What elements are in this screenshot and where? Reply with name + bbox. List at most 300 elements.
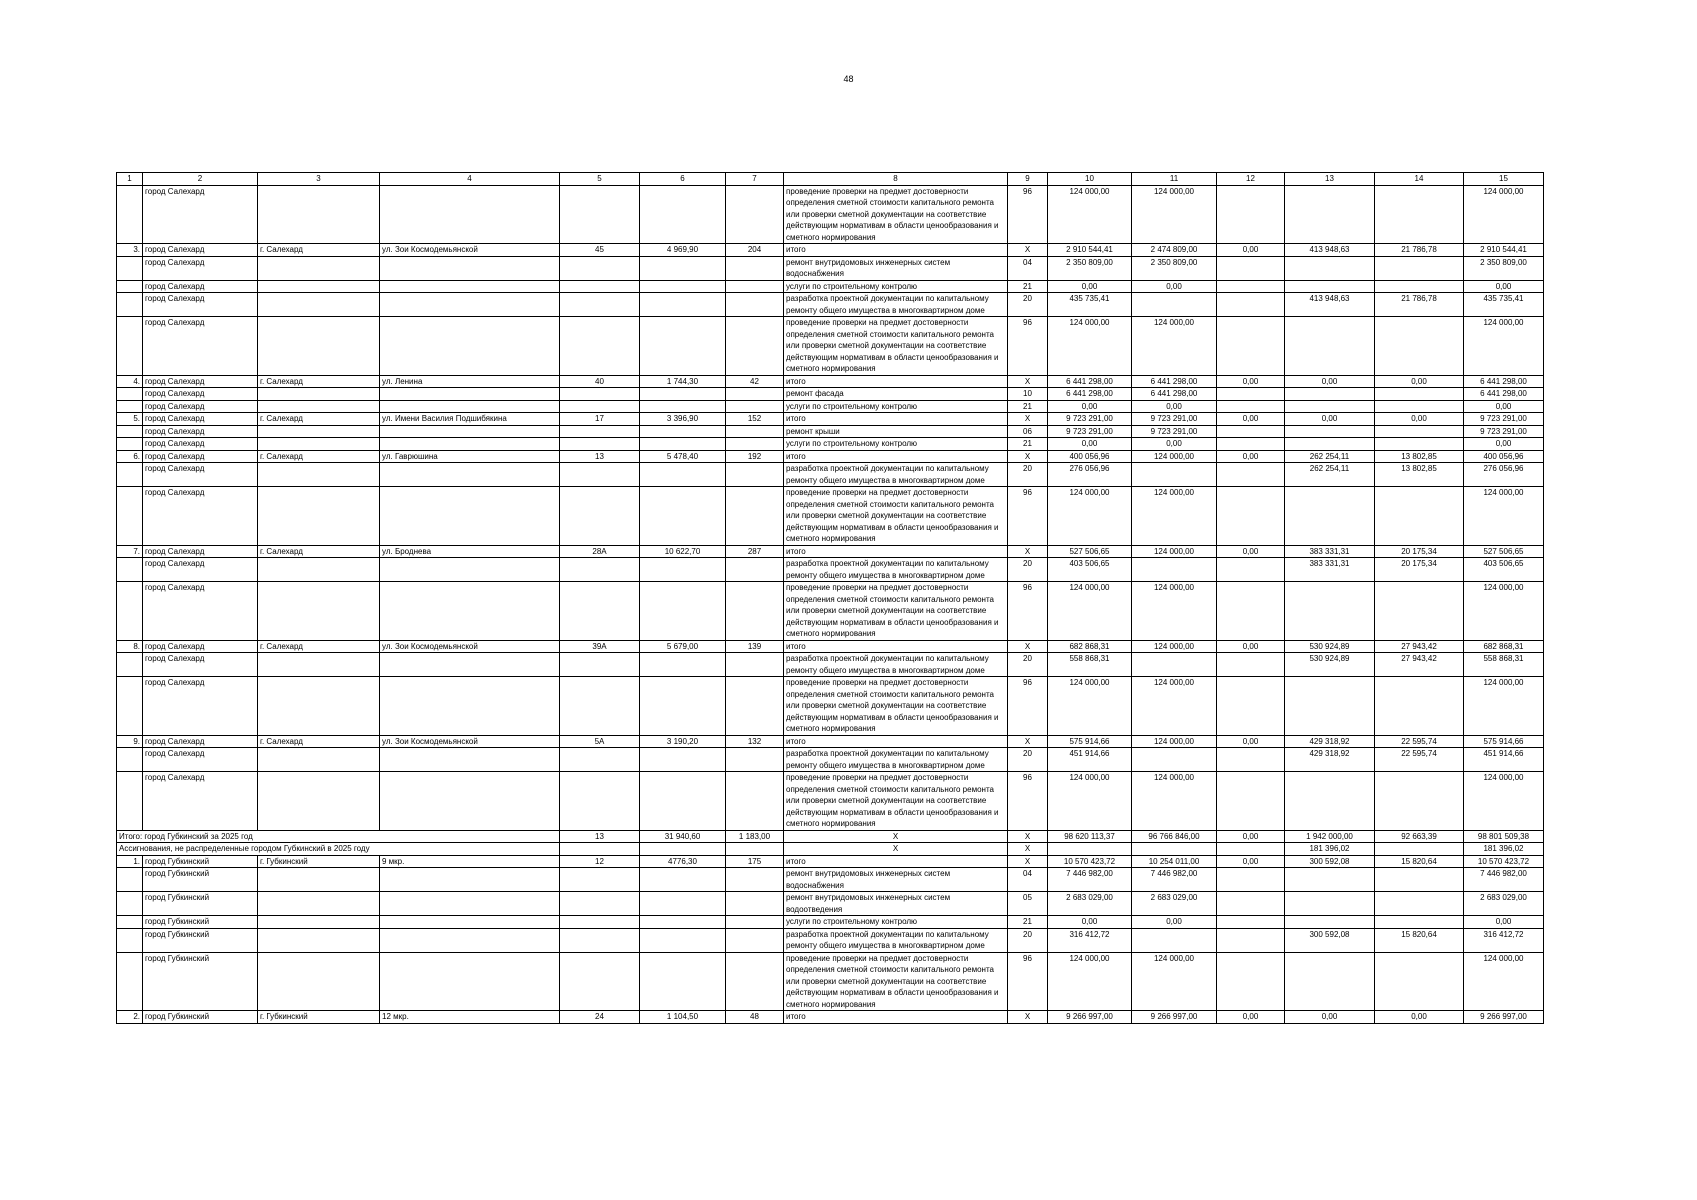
row-number-cell <box>117 653 143 677</box>
settlement-cell <box>258 582 380 641</box>
house-number-cell: 13 <box>560 450 640 463</box>
work-type-cell: итого <box>784 545 1008 558</box>
table-row <box>117 293 1544 317</box>
regional-fund-cell: 9 723 291,00 <box>1132 425 1217 438</box>
work-code-cell: 96 <box>1008 677 1048 736</box>
house-number-cell: 17 <box>560 413 640 426</box>
other-funds-cell: 15 820,64 <box>1375 855 1464 868</box>
other-funds-cell: 21 786,78 <box>1375 293 1464 317</box>
table-row <box>117 892 1544 916</box>
work-code-cell: 96 <box>1008 952 1048 1011</box>
residents-cell <box>726 425 784 438</box>
total-cost-cell: 9 723 291,00 <box>1048 425 1132 438</box>
regional-fund-cell <box>1132 558 1217 582</box>
total-cost-cell: 124 000,00 <box>1048 952 1132 1011</box>
municipal-budget-cell <box>1217 558 1285 582</box>
grand-total-cell: 0,00 <box>1464 400 1544 413</box>
row-number-cell: 2. <box>117 1011 143 1024</box>
municipality-cell: город Салехард <box>143 487 258 546</box>
area-cell <box>640 653 726 677</box>
settlement-cell <box>258 772 380 831</box>
row-number-cell <box>117 677 143 736</box>
residents-cell <box>726 400 784 413</box>
total-cost-cell: 124 000,00 <box>1048 185 1132 244</box>
residents-cell <box>726 280 784 293</box>
municipal-budget-cell: 0,00 <box>1217 413 1285 426</box>
residents-cell <box>726 558 784 582</box>
street-cell: ул. Зои Космодемьянской <box>380 640 560 653</box>
owners-funds-cell <box>1285 438 1375 451</box>
street-cell <box>380 916 560 929</box>
street-cell <box>380 388 560 401</box>
work-type-cell: разработка проектной документации по капитальному ремонту общего имущества в многоквартирном доме <box>784 653 1008 677</box>
regional-fund-cell <box>1132 653 1217 677</box>
work-code-cell: X <box>1008 450 1048 463</box>
row-number-cell <box>117 185 143 244</box>
residents-cell <box>726 868 784 892</box>
owners-funds-cell: 0,00 <box>1285 1011 1375 1024</box>
page-number: 48 <box>843 74 854 84</box>
house-number-cell <box>560 916 640 929</box>
grand-total-cell: 2 350 809,00 <box>1464 256 1544 280</box>
work-code-cell: 20 <box>1008 463 1048 487</box>
grand-total-cell: 400 056,96 <box>1464 450 1544 463</box>
table-row <box>117 400 1544 413</box>
table-row <box>117 545 1544 558</box>
total-cost-cell: 9 723 291,00 <box>1048 413 1132 426</box>
municipal-budget-cell <box>1217 916 1285 929</box>
house-number-cell: 39А <box>560 640 640 653</box>
area-cell <box>640 748 726 772</box>
owners-funds-cell <box>1285 952 1375 1011</box>
total-cost-cell: 403 506,65 <box>1048 558 1132 582</box>
municipal-budget-cell: 0,00 <box>1217 1011 1285 1024</box>
house-number-cell <box>560 582 640 641</box>
house-number-cell <box>560 317 640 376</box>
work-code-cell: 96 <box>1008 582 1048 641</box>
municipality-cell: город Салехард <box>143 735 258 748</box>
column-number: 1 <box>117 173 143 186</box>
municipality-cell: город Салехард <box>143 438 258 451</box>
grand-total-cell: 9 266 997,00 <box>1464 1011 1544 1024</box>
work-code-cell: 06 <box>1008 425 1048 438</box>
work-type-cell: итого <box>784 735 1008 748</box>
regional-fund-cell: 2 683 029,00 <box>1132 892 1217 916</box>
work-type-cell: услуги по строительному контролю <box>784 916 1008 929</box>
work-code-cell: 20 <box>1008 928 1048 952</box>
settlement-cell <box>258 653 380 677</box>
settlement-cell: г. Салехард <box>258 375 380 388</box>
column-number: 4 <box>380 173 560 186</box>
column-number: 10 <box>1048 173 1132 186</box>
row-number-cell <box>117 868 143 892</box>
grand-total-cell: 316 412,72 <box>1464 928 1544 952</box>
other-funds-cell <box>1375 317 1464 376</box>
row-number-cell <box>117 487 143 546</box>
table-row <box>117 928 1544 952</box>
area-cell <box>640 185 726 244</box>
regional-fund-cell <box>1132 748 1217 772</box>
table-row <box>117 735 1544 748</box>
regional-fund-cell: 6 441 298,00 <box>1132 388 1217 401</box>
street-cell <box>380 582 560 641</box>
municipality-cell: город Салехард <box>143 244 258 257</box>
grand-total-cell: 0,00 <box>1464 438 1544 451</box>
work-code-cell: 96 <box>1008 185 1048 244</box>
other-funds-cell: 0,00 <box>1375 375 1464 388</box>
municipality-cell: город Губкинский <box>143 855 258 868</box>
total-cost-cell: 316 412,72 <box>1048 928 1132 952</box>
total-cost-cell: 124 000,00 <box>1048 582 1132 641</box>
municipality-cell: город Салехард <box>143 653 258 677</box>
regional-fund-cell: 10 254 011,00 <box>1132 855 1217 868</box>
grand-total-cell: 527 506,65 <box>1464 545 1544 558</box>
total-cost-cell: 10 570 423,72 <box>1048 855 1132 868</box>
residents-cell <box>726 748 784 772</box>
row-number-cell <box>117 582 143 641</box>
column-number: 12 <box>1217 173 1285 186</box>
work-code-cell: 20 <box>1008 558 1048 582</box>
row-number-cell <box>117 892 143 916</box>
area-cell: 3 190,20 <box>640 735 726 748</box>
settlement-cell <box>258 293 380 317</box>
settlement-cell <box>258 558 380 582</box>
municipality-cell: город Салехард <box>143 280 258 293</box>
settlement-cell <box>258 892 380 916</box>
work-type-cell: разработка проектной документации по капитальному ремонту общего имущества в многоквартирном доме <box>784 748 1008 772</box>
column-number: 13 <box>1285 173 1375 186</box>
house-number-cell <box>560 748 640 772</box>
area-cell <box>640 772 726 831</box>
table-row <box>117 487 1544 546</box>
area-cell <box>640 558 726 582</box>
work-type-cell: ремонт крыши <box>784 425 1008 438</box>
work-type-cell: итого <box>784 413 1008 426</box>
street-cell <box>380 868 560 892</box>
area-cell: 31 940,60 <box>640 830 726 843</box>
grand-total-cell: 682 868,31 <box>1464 640 1544 653</box>
table-body <box>117 185 1544 1023</box>
other-funds-cell <box>1375 916 1464 929</box>
table-row <box>117 868 1544 892</box>
grand-total-cell: 124 000,00 <box>1464 317 1544 376</box>
total-cost-cell: 682 868,31 <box>1048 640 1132 653</box>
house-number-cell <box>560 388 640 401</box>
regional-fund-cell <box>1132 843 1217 856</box>
area-cell <box>640 892 726 916</box>
area-cell: 5 679,00 <box>640 640 726 653</box>
work-code-cell: 20 <box>1008 653 1048 677</box>
work-code-cell: 21 <box>1008 280 1048 293</box>
regional-fund-cell: 9 723 291,00 <box>1132 413 1217 426</box>
work-type-cell: разработка проектной документации по капитальному ремонту общего имущества в многоквартирном доме <box>784 928 1008 952</box>
summary-label: Ассигнования, не распределенные городом Губкинский в 2025 году <box>117 843 560 856</box>
street-cell <box>380 928 560 952</box>
table-row <box>117 256 1544 280</box>
total-cost-cell: 527 506,65 <box>1048 545 1132 558</box>
municipality-cell: город Салехард <box>143 463 258 487</box>
area-cell: 3 396,90 <box>640 413 726 426</box>
other-funds-cell <box>1375 388 1464 401</box>
house-number-cell <box>560 928 640 952</box>
municipality-cell: город Салехард <box>143 413 258 426</box>
grand-total-cell: 575 914,66 <box>1464 735 1544 748</box>
street-cell <box>380 487 560 546</box>
house-number-cell <box>560 487 640 546</box>
area-cell: 4776,30 <box>640 855 726 868</box>
total-cost-cell: 124 000,00 <box>1048 772 1132 831</box>
street-cell <box>380 425 560 438</box>
municipal-budget-cell <box>1217 843 1285 856</box>
other-funds-cell <box>1375 892 1464 916</box>
house-number-cell <box>560 868 640 892</box>
other-funds-cell: 20 175,34 <box>1375 558 1464 582</box>
residents-cell: 175 <box>726 855 784 868</box>
owners-funds-cell: 1 942 000,00 <box>1285 830 1375 843</box>
grand-total-cell: 124 000,00 <box>1464 582 1544 641</box>
work-type-cell: итого <box>784 450 1008 463</box>
other-funds-cell <box>1375 843 1464 856</box>
residents-cell <box>726 843 784 856</box>
grand-total-cell: 0,00 <box>1464 280 1544 293</box>
municipality-cell: город Салехард <box>143 772 258 831</box>
area-cell <box>640 463 726 487</box>
work-type-cell: X <box>784 830 1008 843</box>
settlement-cell <box>258 868 380 892</box>
area-cell <box>640 293 726 317</box>
settlement-cell: г. Салехард <box>258 545 380 558</box>
municipal-budget-cell <box>1217 868 1285 892</box>
street-cell <box>380 438 560 451</box>
other-funds-cell <box>1375 868 1464 892</box>
municipal-budget-cell <box>1217 487 1285 546</box>
row-number-cell: 5. <box>117 413 143 426</box>
municipal-budget-cell <box>1217 256 1285 280</box>
municipality-cell: город Салехард <box>143 425 258 438</box>
settlement-cell <box>258 463 380 487</box>
total-cost-cell: 2 350 809,00 <box>1048 256 1132 280</box>
other-funds-cell <box>1375 487 1464 546</box>
total-cost-cell: 400 056,96 <box>1048 450 1132 463</box>
street-cell <box>380 772 560 831</box>
total-cost-cell <box>1048 843 1132 856</box>
total-cost-cell: 0,00 <box>1048 400 1132 413</box>
column-number: 7 <box>726 173 784 186</box>
work-type-cell: услуги по строительному контролю <box>784 438 1008 451</box>
regional-fund-cell: 124 000,00 <box>1132 735 1217 748</box>
area-cell: 10 622,70 <box>640 545 726 558</box>
street-cell <box>380 293 560 317</box>
owners-funds-cell: 530 924,89 <box>1285 640 1375 653</box>
regional-fund-cell: 0,00 <box>1132 280 1217 293</box>
summary-row <box>117 843 1544 856</box>
owners-funds-cell: 262 254,11 <box>1285 450 1375 463</box>
settlement-cell: г. Губкинский <box>258 855 380 868</box>
grand-total-cell: 276 056,96 <box>1464 463 1544 487</box>
owners-funds-cell: 181 396,02 <box>1285 843 1375 856</box>
work-type-cell: проведение проверки на предмет достоверности определения сметной стоимости капитального ремонта или проверки сметной документации на соответствие действующим нормативам в области ценообразования и сметного нормирования <box>784 487 1008 546</box>
area-cell: 4 969,90 <box>640 244 726 257</box>
column-number: 3 <box>258 173 380 186</box>
owners-funds-cell <box>1285 772 1375 831</box>
house-number-cell <box>560 400 640 413</box>
table-row <box>117 185 1544 244</box>
street-cell <box>380 280 560 293</box>
row-number-cell <box>117 256 143 280</box>
residents-cell <box>726 463 784 487</box>
owners-funds-cell <box>1285 868 1375 892</box>
total-cost-cell: 276 056,96 <box>1048 463 1132 487</box>
regional-fund-cell: 124 000,00 <box>1132 450 1217 463</box>
street-cell <box>380 463 560 487</box>
column-number: 8 <box>784 173 1008 186</box>
table-row <box>117 1011 1544 1024</box>
row-number-cell <box>117 558 143 582</box>
municipal-budget-cell <box>1217 748 1285 772</box>
row-number-cell: 3. <box>117 244 143 257</box>
house-number-cell <box>560 425 640 438</box>
municipal-budget-cell <box>1217 425 1285 438</box>
grand-total-cell: 2 910 544,41 <box>1464 244 1544 257</box>
municipal-budget-cell <box>1217 892 1285 916</box>
municipality-cell: город Губкинский <box>143 1011 258 1024</box>
municipality-cell: город Салехард <box>143 293 258 317</box>
house-number-cell <box>560 463 640 487</box>
total-cost-cell: 0,00 <box>1048 916 1132 929</box>
work-code-cell: 05 <box>1008 892 1048 916</box>
owners-funds-cell: 262 254,11 <box>1285 463 1375 487</box>
residents-cell <box>726 388 784 401</box>
area-cell <box>640 438 726 451</box>
grand-total-cell: 124 000,00 <box>1464 185 1544 244</box>
other-funds-cell: 22 595,74 <box>1375 735 1464 748</box>
house-number-cell: 12 <box>560 855 640 868</box>
municipal-budget-cell <box>1217 317 1285 376</box>
grand-total-cell: 9 723 291,00 <box>1464 425 1544 438</box>
table-row <box>117 558 1544 582</box>
municipal-budget-cell: 0,00 <box>1217 244 1285 257</box>
area-cell <box>640 425 726 438</box>
settlement-cell <box>258 388 380 401</box>
regional-fund-cell <box>1132 293 1217 317</box>
area-cell <box>640 280 726 293</box>
settlement-cell <box>258 928 380 952</box>
area-cell <box>640 677 726 736</box>
house-number-cell <box>560 438 640 451</box>
work-code-cell: 21 <box>1008 916 1048 929</box>
house-number-cell <box>560 892 640 916</box>
grand-total-cell: 6 441 298,00 <box>1464 388 1544 401</box>
street-cell <box>380 952 560 1011</box>
owners-funds-cell <box>1285 916 1375 929</box>
row-number-cell <box>117 772 143 831</box>
owners-funds-cell <box>1285 582 1375 641</box>
municipality-cell: город Салехард <box>143 375 258 388</box>
other-funds-cell: 15 820,64 <box>1375 928 1464 952</box>
municipality-cell: город Салехард <box>143 317 258 376</box>
owners-funds-cell: 429 318,92 <box>1285 735 1375 748</box>
other-funds-cell: 21 786,78 <box>1375 244 1464 257</box>
grand-total-cell: 98 801 509,38 <box>1464 830 1544 843</box>
municipality-cell: город Салехард <box>143 256 258 280</box>
municipal-budget-cell <box>1217 677 1285 736</box>
settlement-cell <box>258 317 380 376</box>
residents-cell: 42 <box>726 375 784 388</box>
municipal-budget-cell <box>1217 952 1285 1011</box>
grand-total-cell: 558 868,31 <box>1464 653 1544 677</box>
owners-funds-cell: 0,00 <box>1285 413 1375 426</box>
street-cell <box>380 256 560 280</box>
other-funds-cell <box>1375 400 1464 413</box>
column-number-row <box>117 173 1544 186</box>
other-funds-cell: 27 943,42 <box>1375 640 1464 653</box>
regional-fund-cell: 0,00 <box>1132 916 1217 929</box>
municipality-cell: город Салехард <box>143 450 258 463</box>
owners-funds-cell: 300 592,08 <box>1285 855 1375 868</box>
total-cost-cell: 124 000,00 <box>1048 317 1132 376</box>
total-cost-cell: 435 735,41 <box>1048 293 1132 317</box>
municipal-budget-cell: 0,00 <box>1217 640 1285 653</box>
residents-cell <box>726 256 784 280</box>
house-number-cell <box>560 772 640 831</box>
total-cost-cell: 124 000,00 <box>1048 487 1132 546</box>
settlement-cell: г. Губкинский <box>258 1011 380 1024</box>
owners-funds-cell: 0,00 <box>1285 375 1375 388</box>
row-number-cell <box>117 928 143 952</box>
residents-cell: 1 183,00 <box>726 830 784 843</box>
table-row <box>117 317 1544 376</box>
total-cost-cell: 0,00 <box>1048 280 1132 293</box>
work-code-cell: X <box>1008 545 1048 558</box>
residents-cell <box>726 582 784 641</box>
other-funds-cell <box>1375 256 1464 280</box>
grand-total-cell: 451 914,66 <box>1464 748 1544 772</box>
table-row <box>117 582 1544 641</box>
settlement-cell: г. Салехард <box>258 413 380 426</box>
street-cell: ул. Зои Космодемьянской <box>380 735 560 748</box>
work-code-cell: X <box>1008 843 1048 856</box>
work-code-cell: X <box>1008 1011 1048 1024</box>
budget-table <box>116 172 1544 1024</box>
column-number: 9 <box>1008 173 1048 186</box>
house-number-cell: 5А <box>560 735 640 748</box>
total-cost-cell: 124 000,00 <box>1048 677 1132 736</box>
area-cell: 1 104,50 <box>640 1011 726 1024</box>
street-cell: ул. Гаврюшина <box>380 450 560 463</box>
regional-fund-cell: 0,00 <box>1132 438 1217 451</box>
settlement-cell <box>258 425 380 438</box>
settlement-cell: г. Салехард <box>258 244 380 257</box>
residents-cell: 152 <box>726 413 784 426</box>
street-cell <box>380 400 560 413</box>
municipality-cell: город Салехард <box>143 185 258 244</box>
work-code-cell: 10 <box>1008 388 1048 401</box>
work-type-cell: разработка проектной документации по капитальному ремонту общего имущества в многоквартирном доме <box>784 558 1008 582</box>
column-number: 6 <box>640 173 726 186</box>
municipal-budget-cell: 0,00 <box>1217 545 1285 558</box>
table-row <box>117 280 1544 293</box>
municipal-budget-cell <box>1217 653 1285 677</box>
residents-cell: 139 <box>726 640 784 653</box>
residents-cell <box>726 317 784 376</box>
residents-cell <box>726 916 784 929</box>
regional-fund-cell: 0,00 <box>1132 400 1217 413</box>
work-code-cell: 96 <box>1008 772 1048 831</box>
other-funds-cell <box>1375 772 1464 831</box>
other-funds-cell <box>1375 280 1464 293</box>
other-funds-cell <box>1375 438 1464 451</box>
row-number-cell: 4. <box>117 375 143 388</box>
